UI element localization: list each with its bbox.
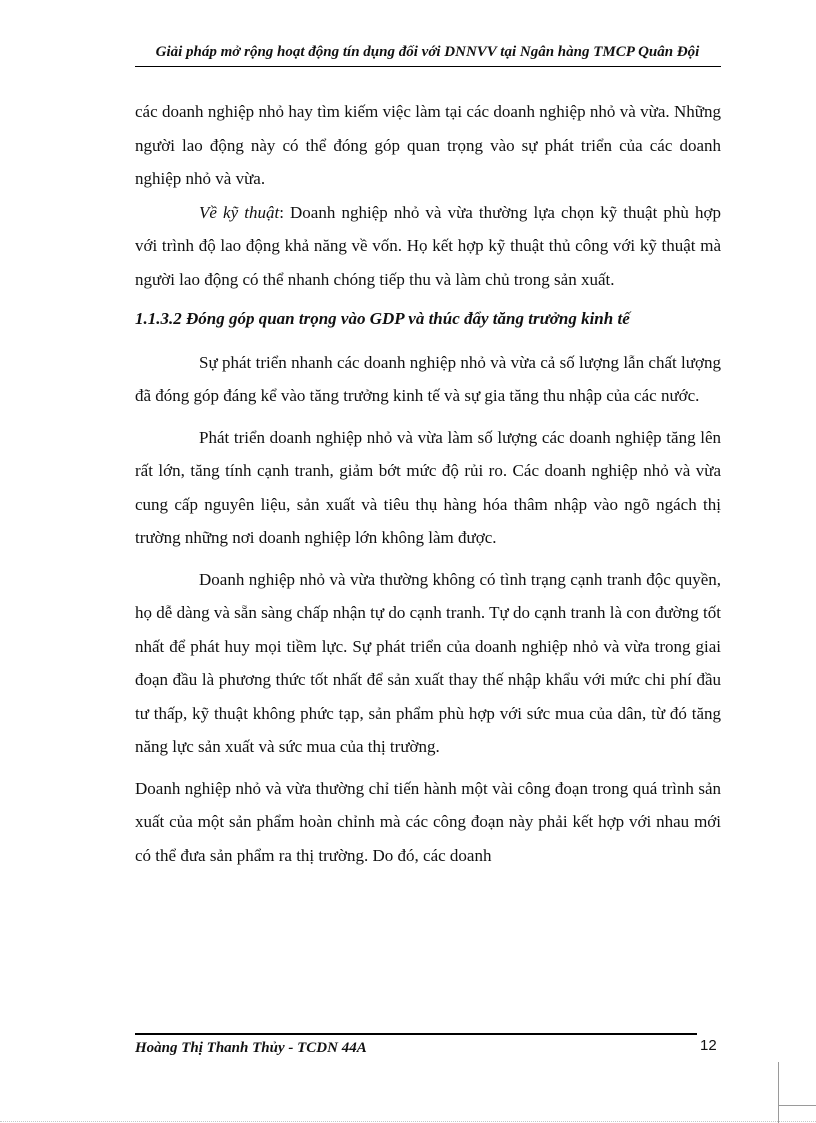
page-bottom-edge bbox=[0, 1121, 816, 1122]
page-corner-mark-horizontal bbox=[778, 1105, 816, 1106]
footer-author: Hoàng Thị Thanh Thủy - TCDN 44A bbox=[135, 1040, 367, 1056]
header-divider bbox=[135, 66, 721, 67]
paragraph-1: các doanh nghiệp nhỏ hay tìm kiếm việc làm tại các doanh nghiệp nhỏ và vừa. Những người lao động này có thể đóng góp quan trọng vào sự phát triển của các doanh nghiệp nhỏ và vừa. bbox=[135, 102, 721, 188]
paragraph-5: Doanh nghiệp nhỏ và vừa thường không có tình trạng cạnh tranh độc quyền, họ dễ dàng và sẵn sàng chấp nhận tự do cạnh tranh. Tự do cạnh tranh là con đường tốt nhất để phát huy mọi tiềm lực. Sự phát triển của doanh nghiệp nhỏ và vừa trong giai đoạn đầu là phương thức tốt nhất để sản xuất thay thế nhập khẩu với mức chi phí đầu tư thấp, kỹ thuật không phức tạp, sản phẩm phù hợp với sức mua của dân, từ đó tăng năng lực sản xuất và sức mua của thị trường. bbox=[135, 569, 721, 756]
paragraph-3: Sự phát triển nhanh các doanh nghiệp nhỏ và vừa cả số lượng lẫn chất lượng đã đóng góp đáng kể vào tăng trưởng kinh tế và sự gia tăng thu nhập của các nước. bbox=[135, 352, 721, 405]
paragraph-2-text: : Doanh nghiệp nhỏ và vừa thường lựa chọn kỹ thuật phù hợp với trình độ lao động khả năng về vốn. Họ kết hợp kỹ thuật thủ công với kỹ thuật mà người lao động có thể nhanh chóng tiếp thu và làm chủ trong sản xuất. bbox=[135, 202, 722, 289]
footer-divider bbox=[135, 1033, 697, 1035]
body-text bbox=[135, 95, 721, 872]
running-header: Giải pháp mở rộng hoạt động tín dụng đối với DNNVV tại Ngân hàng TMCP Quân Đội bbox=[155, 44, 700, 60]
paragraph-2 bbox=[135, 196, 721, 297]
section-heading: 1.1.3.2 Đóng góp quan trọng vào GDP và thúc đẩy tăng trưởng kinh tế bbox=[135, 309, 630, 328]
paragraph-6: Doanh nghiệp nhỏ và vừa thường chỉ tiến hành một vài công đoạn trong quá trình sản xuất của một sản phẩm hoàn chỉnh mà các công đoạn này phải kết hợp với nhau mới có thể đưa sản phẩm ra thị trường. Do đó, các doanh bbox=[135, 778, 721, 865]
page-number: 12 bbox=[700, 1037, 717, 1054]
page-corner-mark-vertical bbox=[778, 1062, 779, 1123]
paragraph-2-term: Về kỹ thuật bbox=[199, 202, 280, 222]
paragraph-4: Phát triển doanh nghiệp nhỏ và vừa làm số lượng các doanh nghiệp tăng lên rất lớn, tăng tính cạnh tranh, giảm bớt mức độ rủi ro. Các doanh nghiệp nhỏ và vừa cung cấp nguyên liệu, sản xuất và tiêu thụ hàng hóa thâm nhập vào ngõ ngách thị trường những nơi doanh nghiệp lớn không làm được. bbox=[135, 427, 721, 547]
